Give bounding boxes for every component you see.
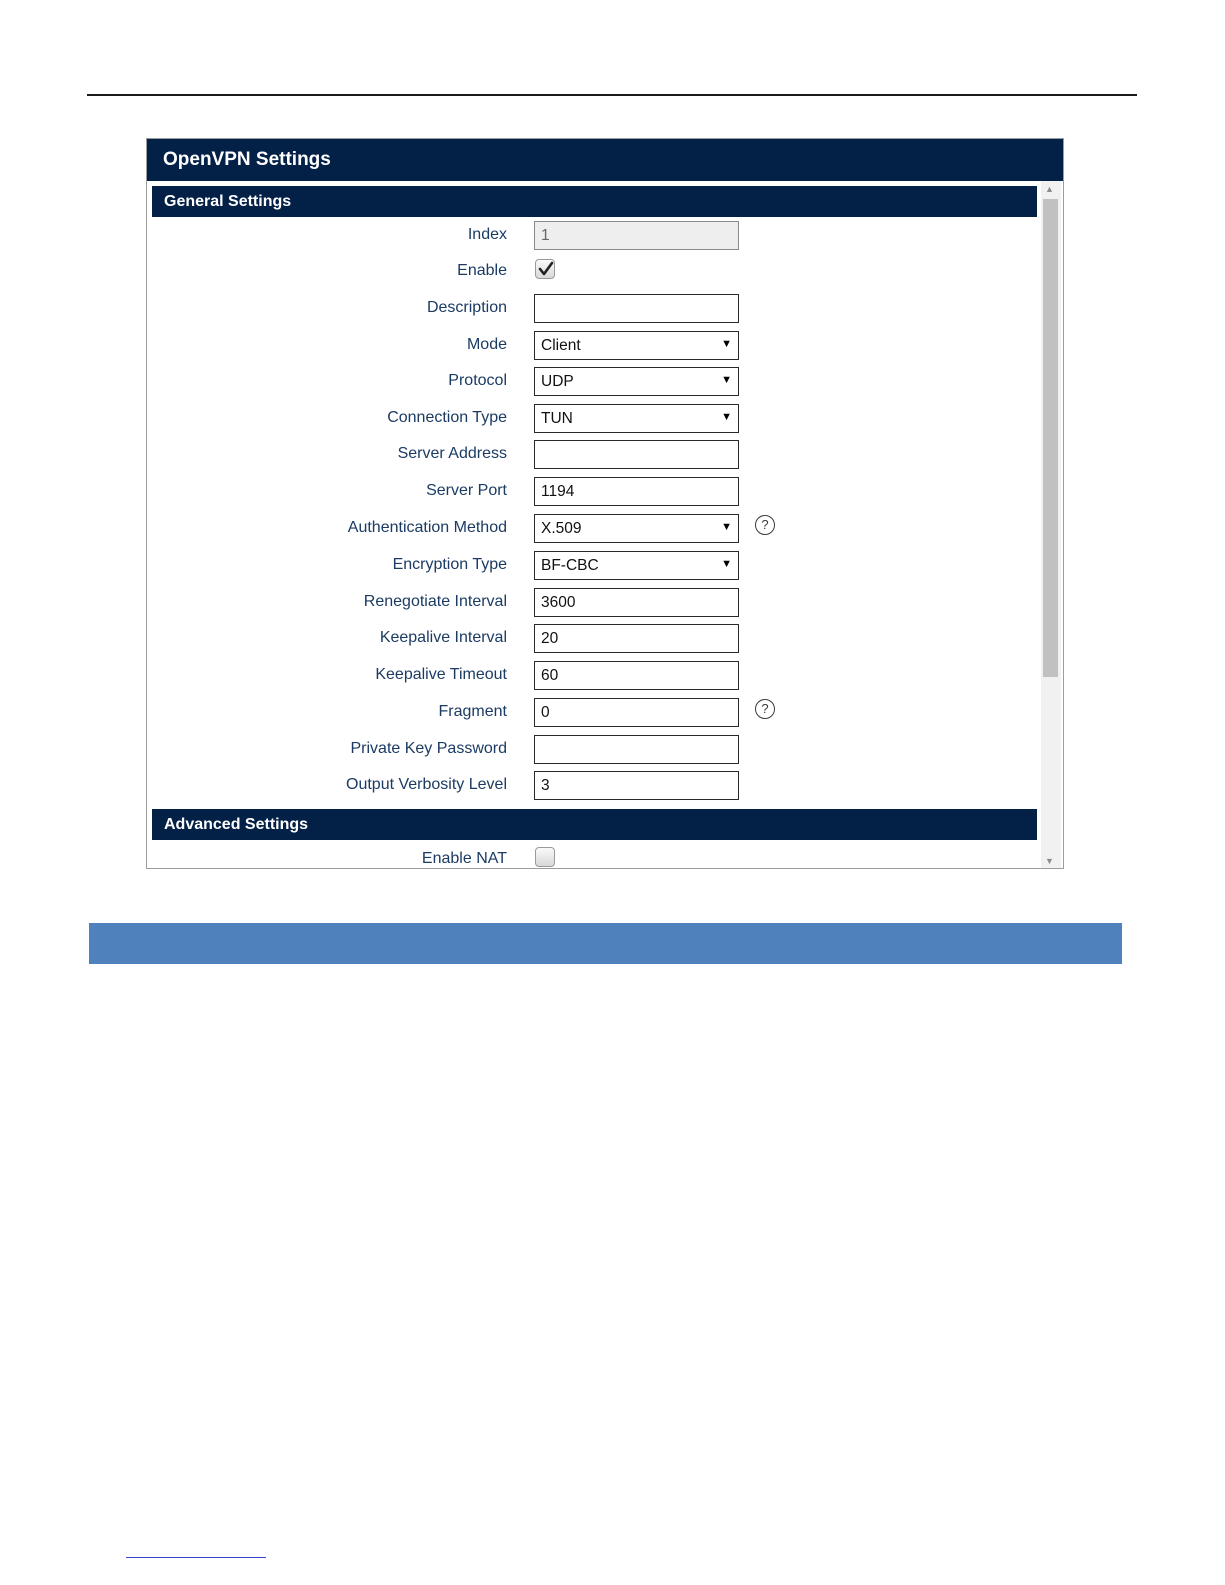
- scroll-up-arrow-icon[interactable]: ▲: [1045, 184, 1054, 194]
- keepalive-timeout-input[interactable]: 60: [534, 661, 739, 690]
- output-verbosity-label: Output Verbosity Level: [346, 776, 507, 793]
- auth-method-label: Authentication Method: [347, 519, 507, 536]
- output-verbosity-row: [147, 771, 1037, 801]
- question-circle-icon[interactable]: ?: [755, 699, 775, 719]
- private-key-password-row: [147, 735, 1037, 765]
- server-port-row: [147, 477, 1037, 507]
- advanced-settings-header[interactable]: [152, 809, 1037, 840]
- description-input[interactable]: [534, 294, 739, 323]
- index-field: 1: [534, 221, 739, 250]
- renegotiate-interval-row: [147, 588, 1037, 618]
- panel-header: [147, 139, 1063, 181]
- general-settings-title: General Settings: [164, 193, 292, 210]
- caret-down-icon: ▼: [721, 374, 732, 386]
- enable-checkbox[interactable]: [535, 259, 555, 279]
- connection-type-select[interactable]: [534, 404, 739, 433]
- enable-nat-label: Enable NAT: [421, 850, 507, 867]
- keepalive-interval-input[interactable]: 20: [534, 624, 739, 653]
- encryption-type-label: Encryption Type: [392, 556, 507, 573]
- protocol-select[interactable]: [534, 367, 739, 396]
- description-row: [147, 294, 1037, 324]
- protocol-value: UDP: [541, 373, 574, 390]
- caret-down-icon: ▼: [721, 521, 732, 533]
- server-address-row: [147, 440, 1037, 470]
- question-circle-icon[interactable]: ?: [755, 515, 775, 535]
- renegotiate-interval-input[interactable]: 3600: [534, 588, 739, 617]
- page-header-rule: [87, 94, 1137, 96]
- private-key-password-input[interactable]: [534, 735, 739, 764]
- openvpn-settings-panel: [146, 138, 1064, 869]
- enable-row: [147, 257, 1037, 287]
- advanced-settings-title: Advanced Settings: [164, 816, 309, 833]
- keepalive-interval-row: [147, 624, 1037, 654]
- fragment-input[interactable]: 0: [534, 698, 739, 727]
- protocol-row: [147, 367, 1037, 397]
- server-address-input[interactable]: [534, 440, 739, 469]
- scrollbar-thumb[interactable]: [1043, 199, 1058, 677]
- connection-type-value: TUN: [541, 410, 573, 427]
- section-band: [89, 923, 1122, 964]
- caret-down-icon: ▼: [721, 558, 732, 570]
- protocol-label: Protocol: [448, 372, 507, 389]
- auth-method-row: [147, 514, 1037, 544]
- description-label: Description: [426, 299, 507, 316]
- auth-method-select[interactable]: [534, 514, 739, 543]
- auth-method-value: X.509: [541, 520, 582, 537]
- caret-down-icon: ▼: [721, 338, 732, 350]
- enable-nat-row: [147, 845, 1037, 869]
- keepalive-interval-label: Keepalive Interval: [379, 629, 507, 646]
- keepalive-timeout-row: [147, 661, 1037, 691]
- enable-nat-checkbox[interactable]: [535, 847, 555, 867]
- encryption-type-select[interactable]: [534, 551, 739, 580]
- connection-type-row: [147, 404, 1037, 434]
- server-address-label: Server Address: [397, 445, 507, 462]
- checkmark-icon: [537, 260, 555, 278]
- mode-label: Mode: [466, 336, 507, 353]
- caret-down-icon: ▼: [721, 411, 732, 423]
- mode-select[interactable]: [534, 331, 739, 360]
- enable-label: Enable: [457, 262, 507, 279]
- connection-type-label: Connection Type: [387, 409, 507, 426]
- mode-value: Client: [541, 337, 581, 354]
- panel-title: OpenVPN Settings: [163, 149, 331, 170]
- vertical-scrollbar[interactable]: [1041, 181, 1061, 869]
- private-key-password-label: Private Key Password: [350, 740, 507, 757]
- server-port-label: Server Port: [426, 482, 507, 499]
- scroll-down-arrow-icon[interactable]: ▼: [1045, 856, 1054, 866]
- server-port-input[interactable]: 1194: [534, 477, 739, 506]
- fragment-row: [147, 698, 1037, 728]
- output-verbosity-input[interactable]: 3: [534, 771, 739, 800]
- index-label: Index: [467, 226, 507, 243]
- encryption-type-value: BF-CBC: [541, 557, 599, 574]
- keepalive-timeout-label: Keepalive Timeout: [375, 666, 507, 683]
- renegotiate-interval-label: Renegotiate Interval: [363, 593, 507, 610]
- encryption-type-row: [147, 551, 1037, 581]
- mode-row: [147, 331, 1037, 361]
- footer-link-underline: [126, 1557, 266, 1558]
- index-row: [147, 221, 1037, 251]
- general-settings-header[interactable]: [152, 186, 1037, 217]
- fragment-label: Fragment: [438, 703, 507, 720]
